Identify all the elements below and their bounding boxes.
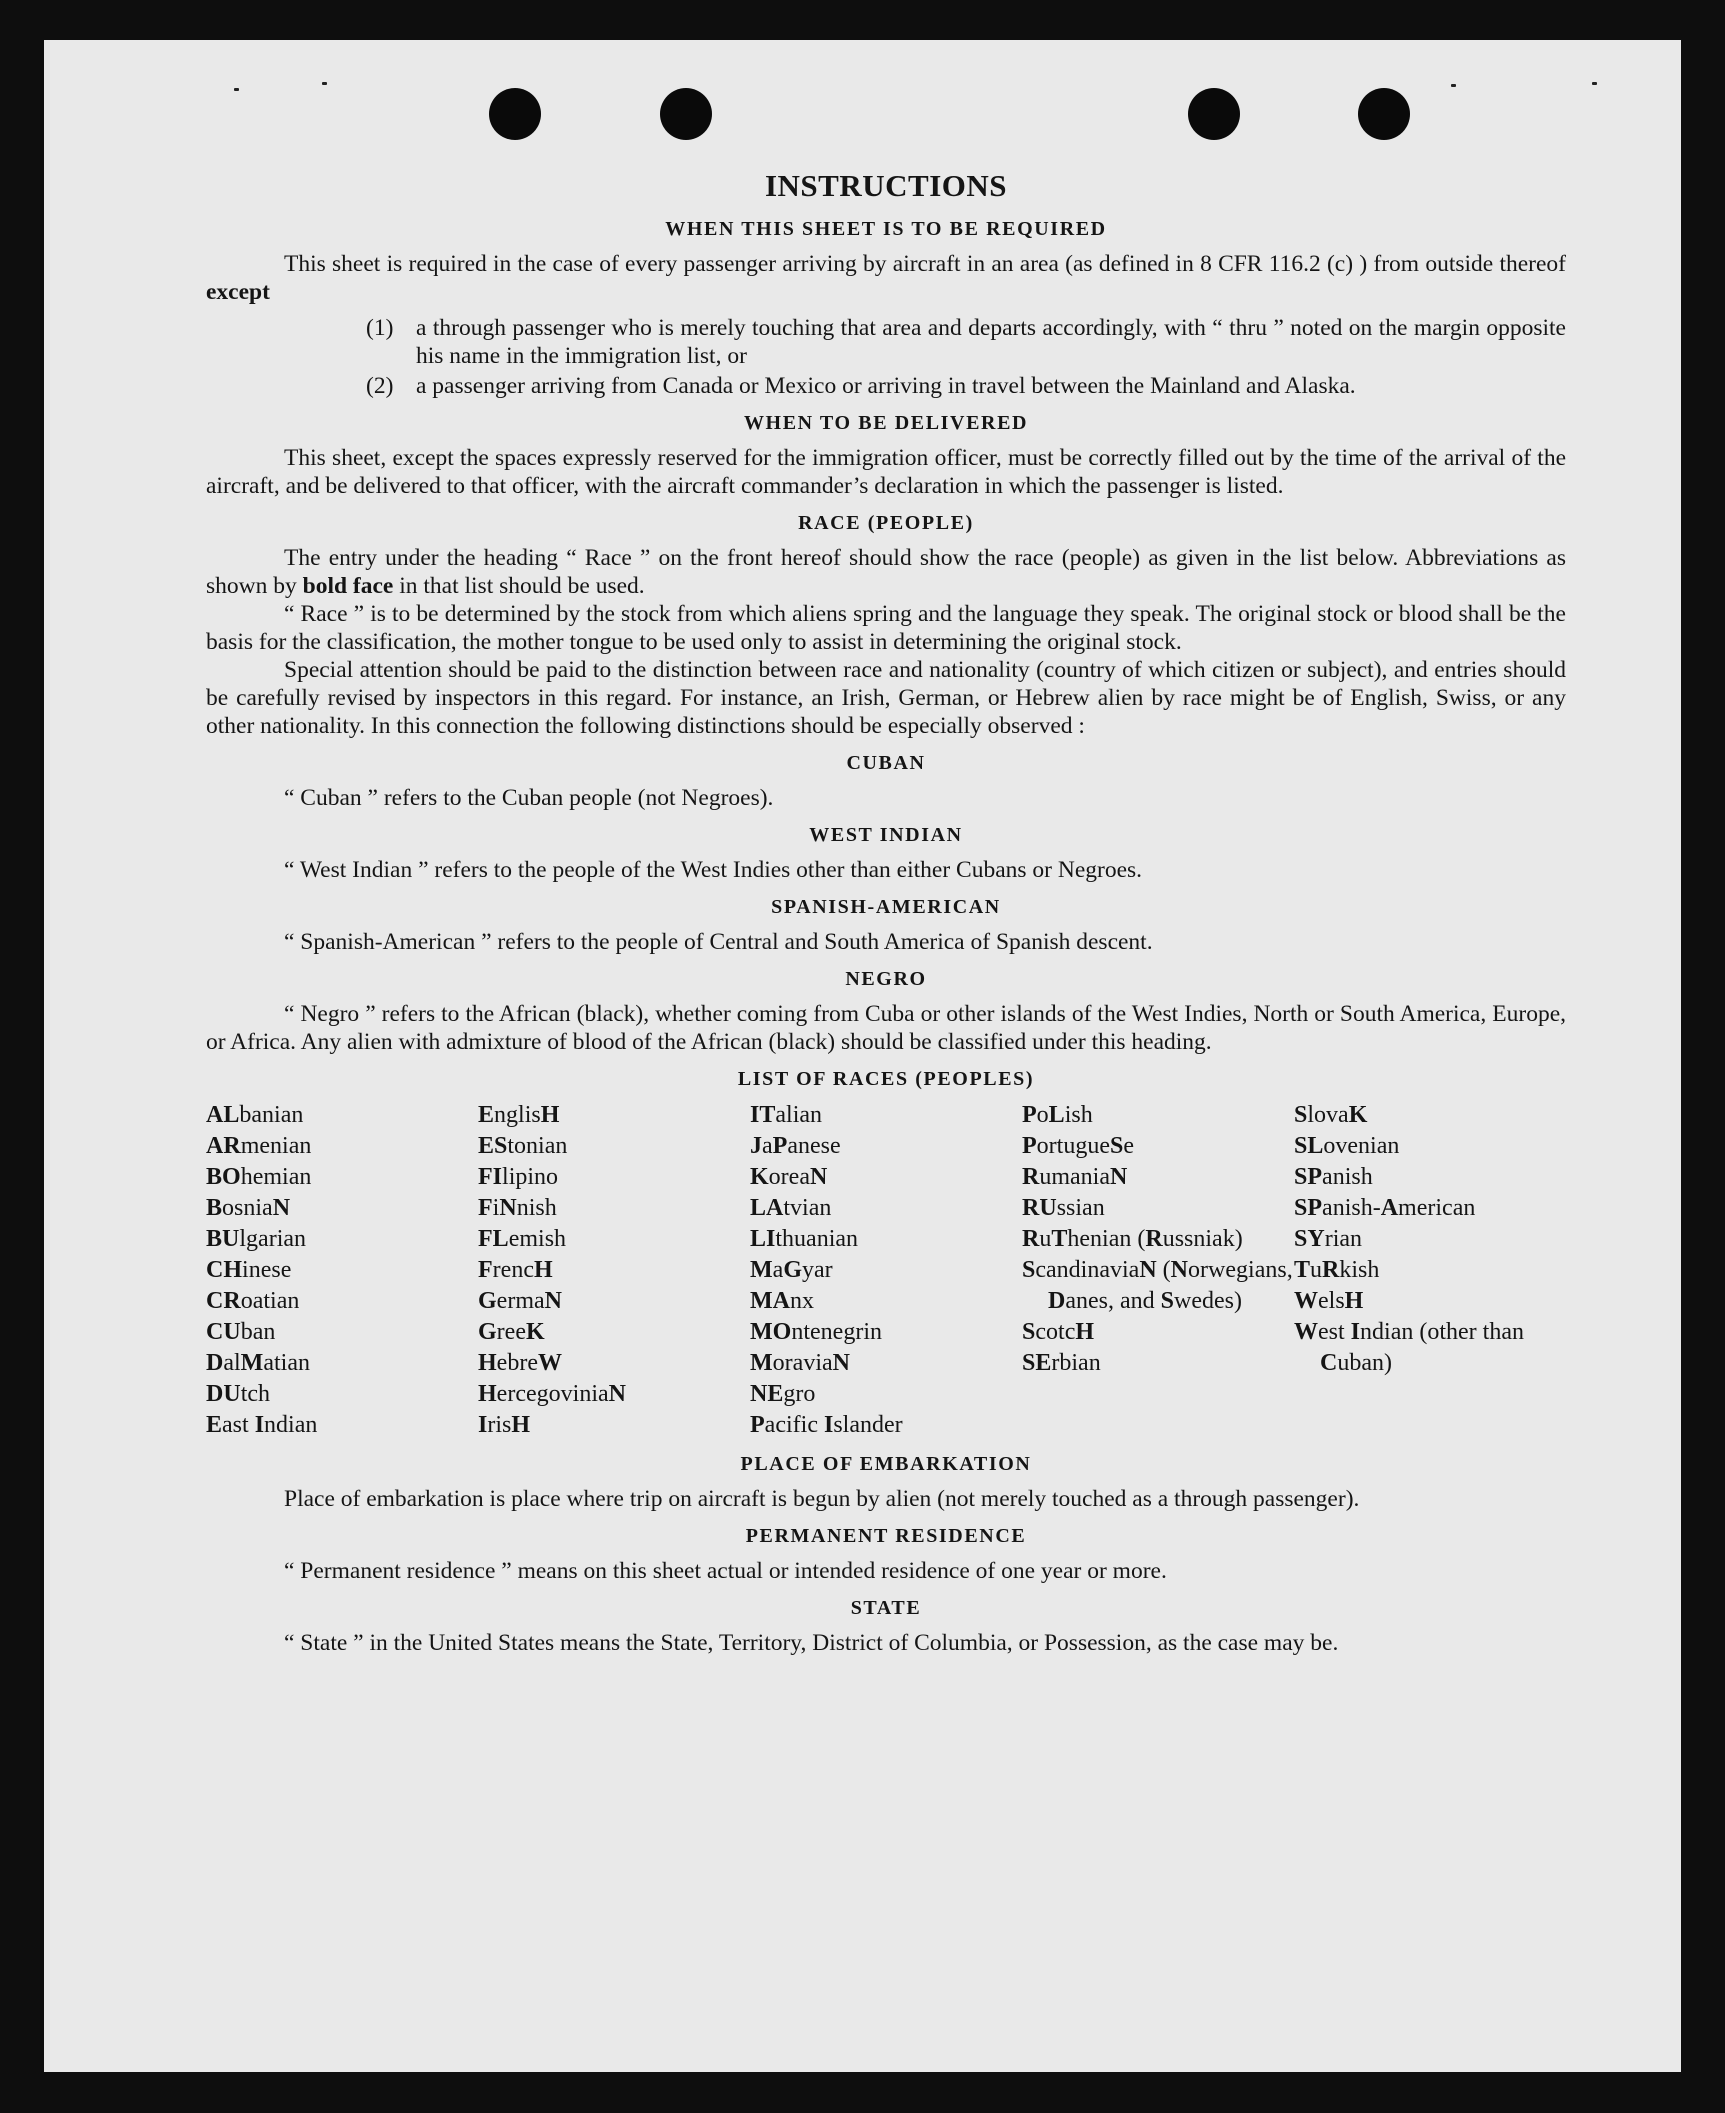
race-entry: GermaN: [478, 1288, 562, 1314]
punch-hole: [489, 88, 541, 140]
instructions-body: [206, 166, 1566, 1657]
race-entry: SLovenian: [1294, 1133, 1400, 1159]
section-heading: LIST OF RACES (PEOPLES): [737, 1068, 1035, 1090]
race-entry: MAnx: [750, 1288, 814, 1314]
paper-speck: [322, 82, 327, 85]
paragraph: “ Spanish-American ” refers to the people of Central and South America of Spanish descent.: [284, 929, 1153, 955]
race-entry: LAtvian: [750, 1195, 832, 1221]
race-entry: NEgro: [750, 1381, 816, 1407]
race-entry: Pacific Islander: [750, 1412, 903, 1438]
section-heading: CUBAN: [846, 752, 926, 774]
race-entry: TuRkish: [1294, 1257, 1380, 1283]
race-entry: RuThenian (Russniak): [1022, 1226, 1243, 1252]
race-entry: DalMatian: [206, 1350, 310, 1376]
race-entry: SlovaK: [1294, 1102, 1368, 1128]
paragraph: The entry under the heading “ Race ” on the front hereof should show the race (people) as given in the list below. Abbreviations as shown by bold face in that list should be used.: [206, 545, 1566, 599]
paragraph: This sheet, except the spaces expressly reserved for the immigration officer, must be correctly filled out by the time of the arrival of the aircraft, and be delivered to that officer, with the aircraft commander’s declaration in which the passenger is listed.: [206, 445, 1566, 499]
races-column: [206, 1100, 478, 1441]
race-entry: West Indian (other than Cuban): [1294, 1319, 1524, 1376]
punch-hole: [660, 88, 712, 140]
race-entry: SErbian: [1022, 1350, 1101, 1376]
race-entry: EnglisH: [478, 1102, 560, 1128]
race-entry: JaPanese: [750, 1133, 841, 1159]
races-column: [1294, 1100, 1566, 1441]
race-entry: RUssian: [1022, 1195, 1105, 1221]
section-heading: RACE (PEOPLE): [798, 512, 974, 534]
races-list: [206, 1100, 1566, 1441]
race-entry: RumaniaN: [1022, 1164, 1128, 1190]
race-entry: PoLish: [1022, 1102, 1093, 1128]
page-title: INSTRUCTIONS: [764, 168, 1007, 203]
race-entry: ARmenian: [206, 1133, 312, 1159]
race-entry: IrisH: [478, 1412, 531, 1438]
paper-speck: [234, 88, 239, 91]
race-entry: EStonian: [478, 1133, 568, 1159]
document-page: [44, 40, 1681, 2072]
races-column: [750, 1100, 1022, 1441]
race-entry: WelsH: [1294, 1288, 1364, 1314]
section-heading: STATE: [850, 1597, 922, 1619]
race-entry: FIlipino: [478, 1164, 559, 1190]
race-entry: BUlgarian: [206, 1226, 307, 1252]
paragraph: Place of embarkation is place where trip on aircraft is begun by alien (not merely touched as a through passenger).: [284, 1486, 1360, 1512]
race-entry: HercegoviniaN: [478, 1381, 626, 1407]
race-entry: MaGyar: [750, 1257, 833, 1283]
race-entry: CUban: [206, 1319, 276, 1345]
exceptions-list: [366, 314, 1566, 400]
race-entry: LIthuanian: [750, 1226, 859, 1252]
race-entry: SYrian: [1294, 1226, 1363, 1252]
race-entry: FrencH: [478, 1257, 553, 1283]
section-heading: WEST INDIAN: [809, 824, 963, 846]
race-entry: ScotcH: [1022, 1319, 1095, 1345]
race-entry: East Indian: [206, 1412, 318, 1438]
races-column: [1022, 1100, 1294, 1441]
race-entry: ALbanian: [206, 1102, 304, 1128]
race-entry: FiNnish: [478, 1195, 557, 1221]
race-entry: BOhemian: [206, 1164, 312, 1190]
race-entry: ScandinaviaN (Norwegians, Danes, and Swedes): [1022, 1257, 1293, 1314]
section-heading: SPANISH-AMERICAN: [771, 896, 1001, 918]
paragraph: “ Cuban ” refers to the Cuban people (not Negroes).: [284, 785, 774, 811]
race-entry: PortugueSe: [1022, 1133, 1135, 1159]
section-heading: PLACE OF EMBARKATION: [740, 1453, 1032, 1475]
race-entry: CRoatian: [206, 1288, 300, 1314]
race-entry: KoreaN: [750, 1164, 828, 1190]
section-heading: PERMANENT RESIDENCE: [745, 1525, 1027, 1547]
race-entry: HebreW: [478, 1350, 562, 1376]
race-entry: FLemish: [478, 1226, 567, 1252]
section-heading: WHEN THIS SHEET IS TO BE REQUIRED: [665, 218, 1107, 240]
section-heading: NEGRO: [845, 968, 927, 990]
race-entry: SPanish: [1294, 1164, 1373, 1190]
race-entry: MOntenegrin: [750, 1319, 882, 1345]
paper-speck: [1592, 82, 1597, 85]
list-item: (1) a through passenger who is merely touching that area and departs accordingly, with “ thru ” noted on the margin opposite his name in the immigration list, or: [366, 315, 1566, 369]
paragraph: “ Permanent residence ” means on this sheet actual or intended residence of one year or more.: [284, 1558, 1167, 1584]
paper-speck: [1451, 84, 1456, 87]
paragraph: “ Race ” is to be determined by the stock from which aliens spring and the language they speak. The original stock or blood shall be the basis for the classification, the mother tongue to be used only to assist in determining the original stock.: [206, 601, 1566, 655]
paragraph: Special attention should be paid to the distinction between race and nationality (country of which citizen or subject), and entries should be carefully revised by inspectors in this regard. For instance, an Irish, German, or Hebrew alien by race might be of English, Swiss, or any other nationality. In this connection the following distinctions should be especially observed :: [206, 657, 1566, 739]
paragraph: “ Negro ” refers to the African (black), whether coming from Cuba or other islands of the West Indies, North or South America, Europe, or Africa. Any alien with admixture of blood of the African (black) should be classified under this heading.: [206, 1001, 1566, 1055]
race-entry: SPanish-American: [1294, 1195, 1476, 1221]
race-entry: DUtch: [206, 1381, 271, 1407]
race-entry: GreeK: [478, 1319, 545, 1345]
race-entry: ITalian: [750, 1102, 823, 1128]
punch-hole: [1188, 88, 1240, 140]
punch-hole: [1358, 88, 1410, 140]
paragraph: “ West Indian ” refers to the people of the West Indies other than either Cubans or Negroes.: [284, 857, 1143, 883]
paragraph: This sheet is required in the case of every passenger arriving by aircraft in an area (as defined in 8 CFR 116.2 (c) ) from outside thereof except: [206, 251, 1566, 305]
race-entry: BosniaN: [206, 1195, 291, 1221]
paragraph: “ State ” in the United States means the State, Territory, District of Columbia, or Possession, as the case may be.: [284, 1630, 1339, 1656]
races-column: [478, 1100, 750, 1441]
race-entry: CHinese: [206, 1257, 292, 1283]
section-heading: WHEN TO BE DELIVERED: [743, 412, 1029, 434]
list-item: (2) a passenger arriving from Canada or Mexico or arriving in travel between the Mainland and Alaska.: [366, 373, 1356, 399]
race-entry: MoraviaN: [750, 1350, 850, 1376]
